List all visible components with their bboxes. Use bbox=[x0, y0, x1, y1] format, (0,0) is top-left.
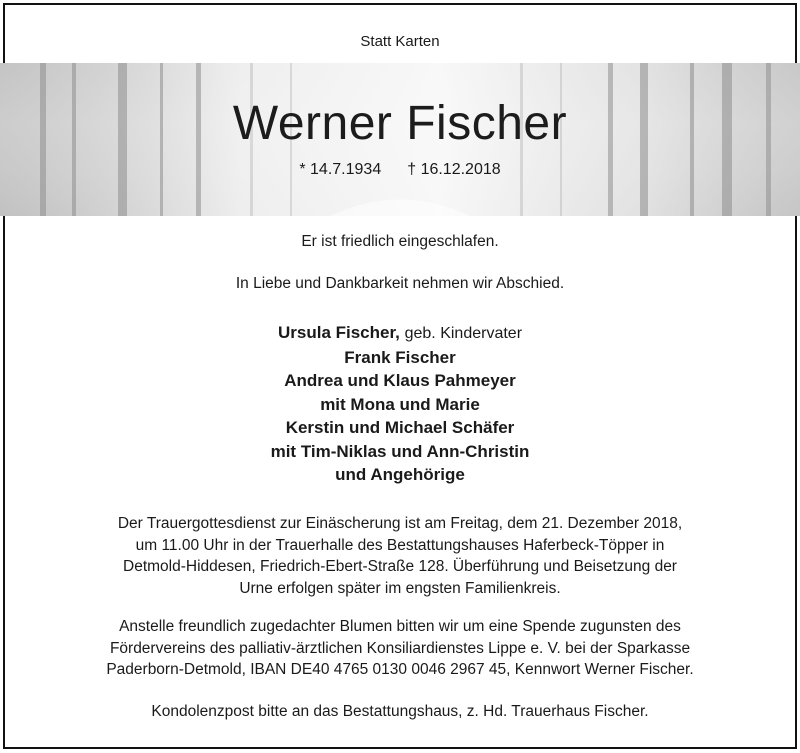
intro-line-2: In Liebe und Dankbarkeit nehmen wir Abschied. bbox=[235, 275, 565, 292]
service-line: Der Trauergottesdienst zur Einäscherung ist am Freitag, dem 21. Dezember 2018, bbox=[117, 515, 683, 532]
family-list bbox=[0, 321, 800, 487]
donation-line: Paderborn-Detmold, IBAN DE40 4765 0130 0046 2967 45, Kennwort Werner Fischer. bbox=[106, 661, 694, 678]
life-dates bbox=[0, 161, 800, 179]
family-row: Frank Fischer bbox=[344, 347, 456, 367]
intro-line-1: Er ist friedlich eingeschlafen. bbox=[301, 233, 499, 250]
service-paragraph bbox=[0, 513, 800, 599]
family-row-first bbox=[0, 321, 800, 346]
family-row: und Angehörige bbox=[335, 465, 465, 484]
deceased-name: Werner Fischer bbox=[232, 97, 568, 150]
header-note: Statt Karten bbox=[360, 33, 440, 50]
family-row: mit Tim-Niklas und Ann-Christin bbox=[270, 441, 530, 461]
service-line: Urne erfolgen später im engsten Familienkreis. bbox=[239, 579, 561, 597]
donation-line: Fördervereins des palliativ-ärztlichen Konsiliardienstes Lippe e. V. bei der Sparkasse bbox=[109, 639, 691, 657]
birth-date: * 14.7.1934 bbox=[299, 161, 382, 178]
family-row: mit Mona und Marie bbox=[320, 394, 480, 414]
family-row: Kerstin und Michael Schäfer bbox=[285, 418, 515, 437]
service-line: Detmold-Hiddesen, Friedrich-Ebert-Straße 128. Überführung und Beisetzung der bbox=[123, 558, 677, 575]
condolence-note: Kondolenzpost bitte an das Bestattungshaus, z. Hd. Trauerhaus Fischer. bbox=[151, 703, 649, 720]
death-date: † 16.12.2018 bbox=[407, 161, 501, 178]
donation-line: Anstelle freundlich zugedachter Blumen bitten wir um eine Spende zugunsten des bbox=[119, 618, 681, 635]
service-line: um 11.00 Uhr in der Trauerhalle des Bestattungshauses Haferbeck-Töpper in bbox=[135, 536, 665, 554]
donation-paragraph bbox=[0, 616, 800, 681]
family-row: Andrea und Klaus Pahmeyer bbox=[284, 371, 516, 390]
family-first-name: Ursula Fischer, bbox=[277, 323, 400, 342]
family-first-suffix: geb. Kindervater bbox=[404, 325, 523, 342]
